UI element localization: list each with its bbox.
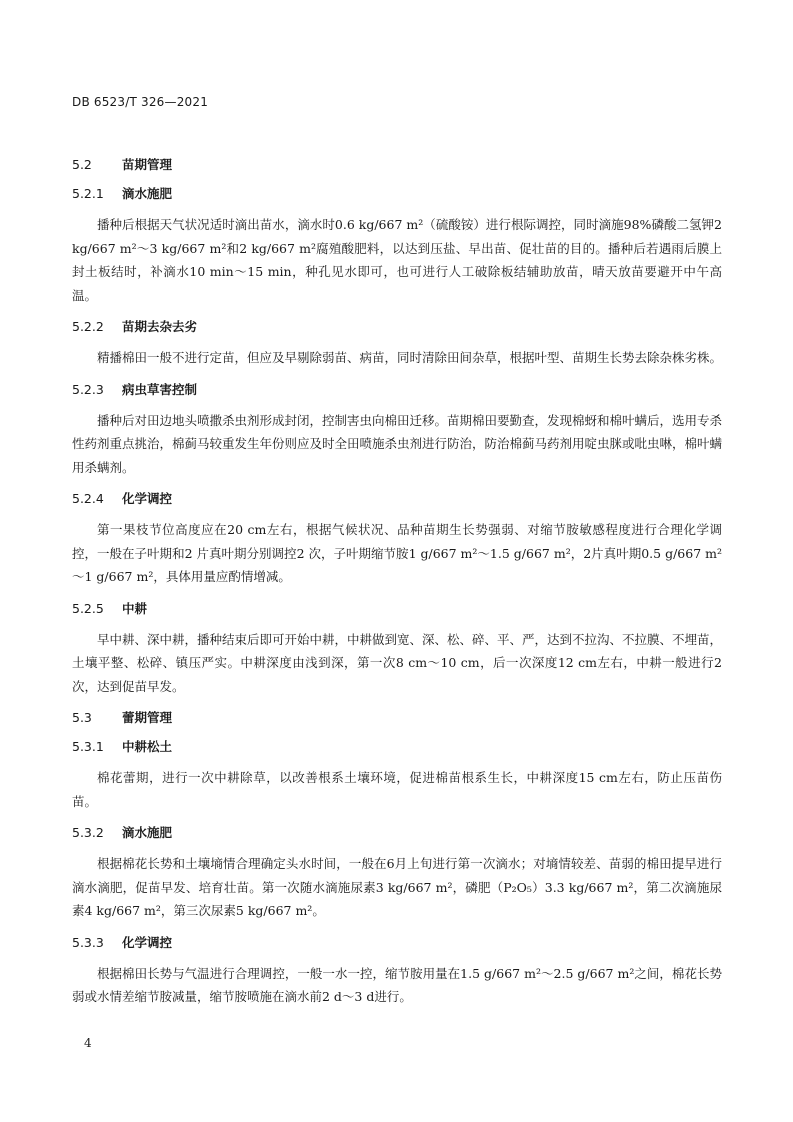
section-5-2 (72, 155, 722, 175)
section-title: 苗期管理 (122, 157, 173, 172)
paragraph: 播种后对田边地头喷撒杀虫剂形成封闭，控制害虫向棉田迁移。苗期棉田要勤查，发现棉蚜和棉叶螨后，选用专杀性药剂重点挑治，棉蓟马较重发生年份则应及时全田喷施杀虫剂进行防治，防治棉蓟马药剂用啶虫脒或吡虫啉，棉叶螨用杀螨剂。 (72, 412, 723, 475)
section-5-2-2 (72, 317, 722, 370)
section-title: 蕾期管理 (122, 710, 173, 725)
section-heading (72, 708, 722, 728)
section-heading (72, 599, 722, 619)
section-title: 病虫草害控制 (122, 381, 198, 397)
paragraph: 播种后根据天气状况适时滴出苗水，滴水时0.6 kg/667 m²（硫酸铵）进行根际调控，同时滴施98%磷酸二氢钾2 kg/667 m²～3 kg/667 m²和2 kg/667 m²腐殖酸肥料，以达到压盐、早出苗、促壮苗的目的。播种后若遇雨后膜上封土板结时，补滴水10 min～15 min，种孔见水即可，也可进行人工破除板结辅助放苗，晴天放苗要避开中午高温。 (72, 217, 722, 303)
section-number: 5.3.3 (72, 934, 104, 950)
section-title: 中耕松土 (122, 739, 173, 754)
section-heading (72, 317, 722, 337)
page-number: 4 (84, 1036, 92, 1050)
paragraph: 第一果枝节位高度应在20 cm左右，根据气候状况、品种苗期生长势强弱、对缩节胺敏感程度进行合理化学调控，一般在子叶期和2 片真叶期分别调控2 次，子叶期缩节胺1 g/667 m²～1.5 g/667 m²，2片真叶期0.5 g/667 m²～1 g/667 m²，具体用量应酌情增减。 (72, 522, 722, 584)
section-number: 5.3 (72, 710, 92, 725)
section-number: 5.2.1 (72, 186, 104, 201)
section-number: 5.3.2 (72, 825, 104, 840)
section-title: 滴水施肥 (122, 186, 173, 201)
section-5-3-1 (72, 737, 722, 813)
paragraph: 精播棉田一般不进行定苗，但应及早剔除弱苗、病苗，同时清除田间杂草，根据叶型、苗期生长势去除杂株劣株。 (97, 350, 723, 365)
section-title: 苗期去杂去劣 (122, 319, 198, 334)
section-5-2-4 (72, 489, 722, 589)
section-5-2-1 (72, 184, 722, 307)
paragraph: 早中耕、深中耕，播种结束后即可开始中耕，中耕做到宽、深、松、碎、平、严，达到不拉沟、不拉膜、不埋苗，土壤平整、松碎、镇压严实。中耕深度由浅到深，第一次8 cm～10 cm，后一次深度12 cm左右，中耕一般进行2 次，达到促苗早发。 (72, 631, 723, 694)
section-number: 5.2.4 (72, 491, 104, 506)
section-heading (72, 489, 722, 509)
section-5-3 (72, 708, 722, 728)
section-heading (72, 184, 722, 204)
document-code: DB 6523/T 326—2021 (72, 95, 209, 109)
section-title: 滴水施肥 (122, 825, 173, 840)
section-5-3-2 (72, 823, 722, 923)
section-number: 5.2.2 (72, 319, 104, 334)
section-number: 5.2 (72, 157, 92, 172)
paragraph: 棉花蕾期，进行一次中耕除草，以改善根系土壤环境，促进棉苗根系生长，中耕深度15 cm左右，防止压苗伤苗。 (72, 770, 722, 809)
section-heading (72, 933, 722, 953)
section-number: 5.3.1 (72, 739, 104, 754)
section-number: 5.2.3 (72, 381, 104, 397)
section-heading (72, 155, 722, 175)
section-heading (72, 380, 722, 400)
paragraph: 根据棉田长势与气温进行合理调控，一般一水一控，缩节胺用量在1.5 g/667 m²～2.5 g/667 m²之间，棉花长势弱或水情差缩节胺减量，缩节胺喷施在滴水前2 d～3 d进行。 (72, 965, 722, 1004)
section-title: 中耕 (122, 600, 148, 616)
section-heading (72, 737, 722, 757)
section-5-3-3 (72, 933, 722, 1009)
section-title: 化学调控 (122, 934, 173, 950)
section-number: 5.2.5 (72, 600, 104, 616)
section-heading (72, 823, 722, 843)
section-title: 化学调控 (122, 491, 173, 506)
paragraph: 根据棉花长势和土壤墒情合理确定头水时间，一般在6月上旬进行第一次滴水；对墒情较差、苗弱的棉田提早进行滴水滴肥，促苗早发、培育壮苗。第一次随水滴施尿素3 kg/667 m²，磷肥（P₂O₅）3.3 kg/667 m²，第二次滴施尿素4 kg/667 m²，第三次尿素5 kg/667 m²。 (72, 856, 722, 918)
section-5-2-3 (72, 380, 722, 480)
document-body (72, 155, 722, 1019)
section-5-2-5 (72, 599, 722, 699)
